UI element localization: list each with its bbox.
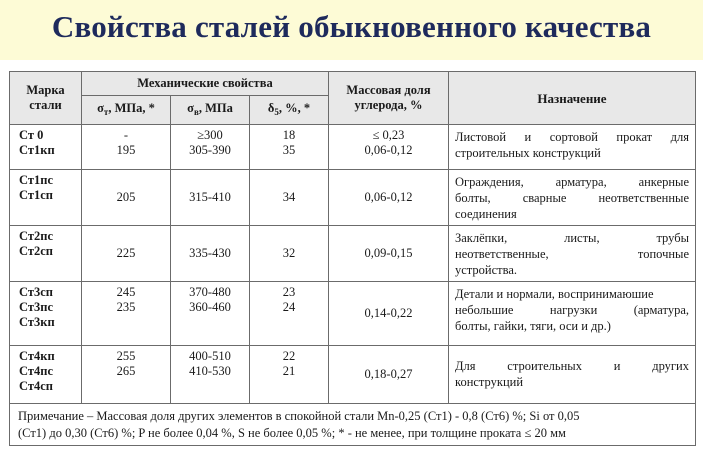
delta-cell: 34 [250,170,329,226]
sigma-t-value: 265 [116,364,136,378]
note-row [10,404,696,446]
grade-value: Ст4кп [19,349,55,363]
sigma-v-value: 305-390 [189,143,231,157]
sigma-t-value: 245 [116,285,136,299]
purpose-line: небольшие нагрузки (арматура, [455,303,689,317]
delta-unit: , %, * [278,100,311,115]
sigma-v-symbol: σ [187,100,194,115]
delta-cell [250,125,329,170]
purpose-line: Детали и нормали, воспринимаюшие [455,287,654,301]
title-banner [0,0,703,60]
carbon-cell [329,125,449,170]
purpose-cell [449,346,696,404]
header-sigma-t [82,96,171,125]
grade-value: Ст3пс [19,300,54,314]
grade-value: Ст2пс [19,229,54,243]
header-purpose: Назначение [449,72,696,125]
carbon-cell: 0,09-0,15 [329,226,449,282]
delta-value: 21 [282,364,296,378]
table-row [10,125,696,170]
purpose-line: устройства. [455,263,518,277]
sigma-t-cell [82,125,171,170]
purpose-line: Заклёпки, листы, трубы [455,231,689,245]
header-mechanical-properties: Механические свойства [82,72,329,96]
purpose-cell [449,170,696,226]
table-row [10,282,696,346]
sigma-t-unit: , МПа, * [108,100,155,115]
purpose-line: болты, гайки, тяги, оси и др.) [455,319,611,333]
sigma-t-sub: т [103,106,109,117]
purpose-line: конструкций [455,375,524,389]
purpose-cell [449,125,696,170]
header-grade-line-1: Марка [26,83,65,97]
sigma-v-cell [171,125,250,170]
purpose-line: неответственные, топочные [455,247,689,261]
sigma-v-sub: в [193,106,199,117]
sigma-v-value: ≥300 [197,128,223,142]
delta-value: 24 [282,300,296,314]
purpose-line: Для строительных и других [455,359,689,373]
delta-value: 18 [282,128,296,142]
header-grade [10,72,82,125]
table-row [10,170,696,226]
delta-cell: 32 [250,226,329,282]
sigma-v-cell: 335-430 [171,226,250,282]
sigma-v-unit: , МПа [198,100,233,115]
sigma-v-value: 400-510 [189,349,231,363]
grade-value: Ст3сп [19,285,54,299]
sigma-v-value: 410-530 [189,364,231,378]
purpose-cell [449,226,696,282]
page-title: Свойства сталей обыкновенного качества [51,9,652,44]
note-line: Примечание – Массовая доля других элементов в спокойной стали Mn-0,25 (Ст1) - 0,8 (Ст6) %; Si от 0,05 [18,409,580,423]
carbon-cell: 0,14-0,22 [329,282,449,346]
grade-value: Ст1сп [19,188,54,202]
sigma-v-cell [171,346,250,404]
delta-symbol: δ [267,100,275,115]
grade-cell [10,170,82,226]
table-row [10,346,696,404]
carbon-value: ≤ 0,23 [372,128,405,142]
sigma-t-value: 255 [116,349,136,363]
sigma-t-value: 235 [116,300,136,314]
sigma-t-cell: 225 [82,226,171,282]
header-carbon [329,72,449,125]
steel-properties-table [9,71,696,446]
sigma-t-symbol: σ [97,100,104,115]
note-cell [10,404,696,446]
purpose-line: строительных конструкций [455,146,601,160]
delta-value: 35 [282,143,296,157]
grade-cell [10,346,82,404]
purpose-line: соединения [455,207,517,221]
header-row-group [10,72,696,96]
grade-value: Ст4пс [19,364,54,378]
sigma-v-cell [171,282,250,346]
grade-value: Ст3кп [19,315,55,329]
grade-value: Ст 0 [19,128,44,142]
delta-sub: 5 [274,106,279,117]
table-row [10,226,696,282]
sigma-t-value: - [123,128,129,142]
sigma-t-cell: 205 [82,170,171,226]
grade-value: Ст2сп [19,244,54,258]
grade-value: Ст1кп [19,143,55,157]
carbon-cell: 0,18-0,27 [329,346,449,404]
note-line: (Ст1) до 0,30 (Ст6) %; P не более 0,04 %, S не более 0,05 %; * - не менее, при толщине проката ≤ 20 мм [18,426,566,440]
header-grade-line-2: стали [29,98,62,112]
delta-value: 23 [282,285,296,299]
delta-cell [250,346,329,404]
sigma-t-cell [82,282,171,346]
sigma-v-value: 370-480 [189,285,231,299]
sigma-v-cell: 315-410 [171,170,250,226]
delta-value: 22 [282,349,296,363]
grade-cell [10,226,82,282]
sigma-t-value: 195 [116,143,136,157]
carbon-value: 0,06-0,12 [364,143,413,157]
sigma-v-value: 360-460 [189,300,231,314]
carbon-cell: 0,06-0,12 [329,170,449,226]
header-carbon-line-2: углерода, % [354,98,423,112]
grade-cell [10,282,82,346]
purpose-line: болты, сварные неответственные [455,191,689,205]
purpose-line: Листовой и сортовой прокат для [455,130,689,144]
grade-value: Ст1пс [19,173,54,187]
header-sigma-v [171,96,250,125]
sigma-t-cell [82,346,171,404]
grade-value: Ст4сп [19,379,54,393]
purpose-line: Ограждения, арматура, анкерные [455,175,689,189]
purpose-cell [449,282,696,346]
header-carbon-line-1: Массовая доля [346,83,431,97]
delta-cell [250,282,329,346]
grade-cell [10,125,82,170]
header-delta [250,96,329,125]
